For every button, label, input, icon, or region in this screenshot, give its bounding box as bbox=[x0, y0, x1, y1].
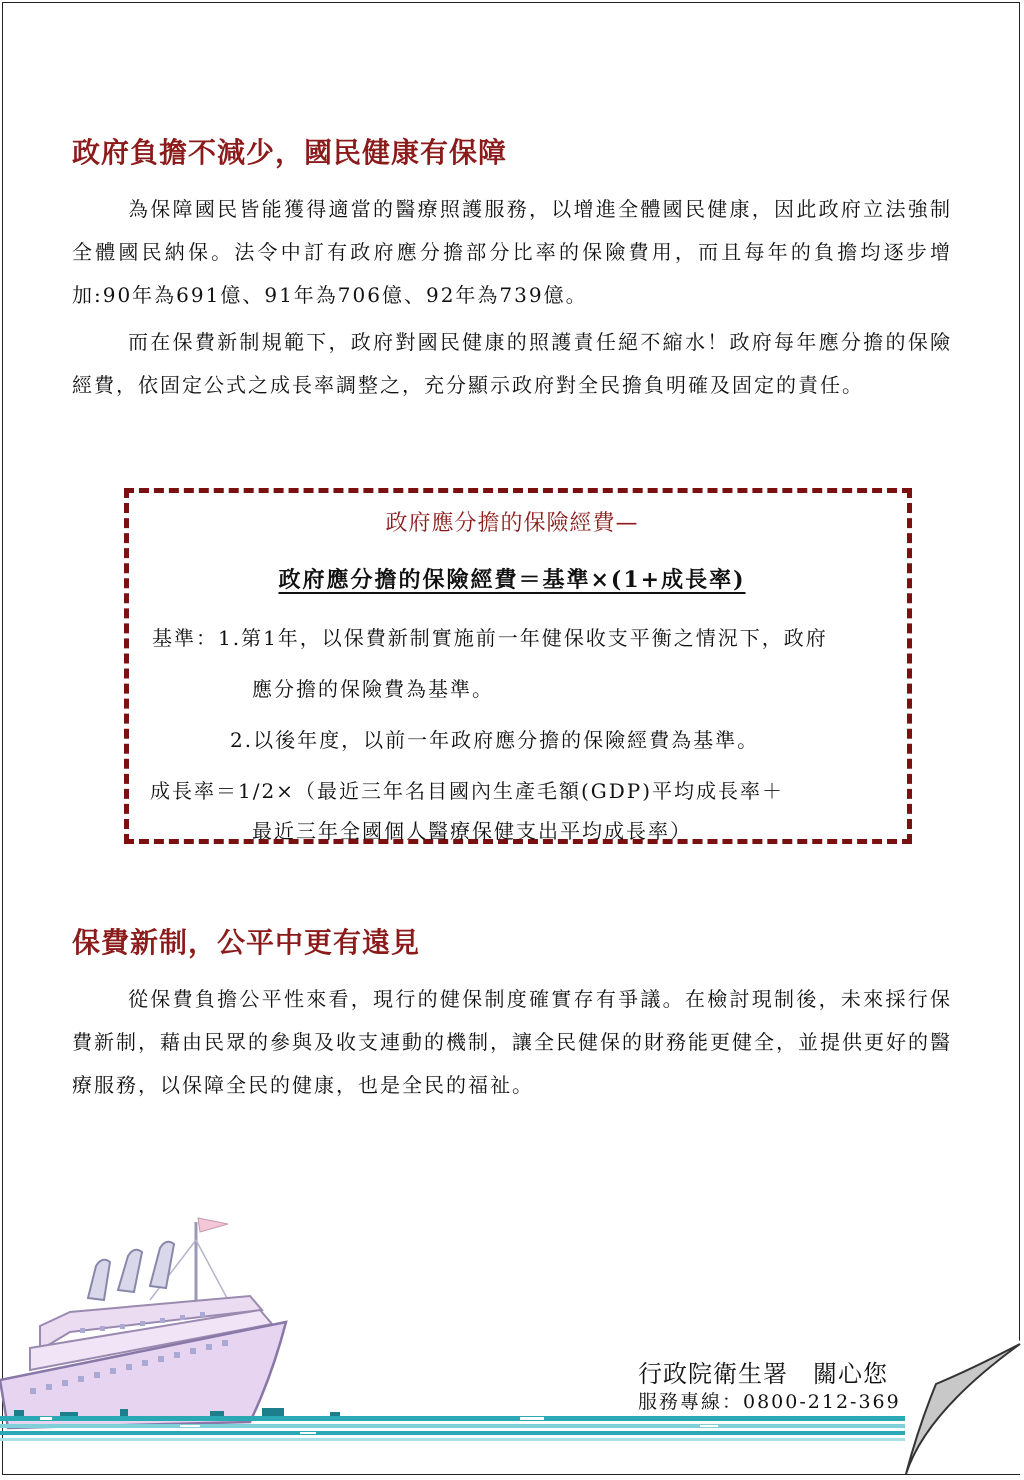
formula-text bbox=[0, 563, 1024, 594]
footer-hotline: 服務專線：0800-212-369 bbox=[638, 1391, 901, 1413]
section2-paragraph: 從保費負擔公平性來看，現行的健保制度確實存有爭議。在檢討現制後，未來採行保費新制，藉由民眾的參與及收支連動的機制，讓全民健保的財務能更健全，並提供更好的醫療服務，以保障全民的健康，也是全民的福祉。 bbox=[72, 987, 952, 1097]
ship-icon bbox=[0, 1200, 300, 1430]
basis-line-2: 2.以後年度，以前一年政府應分擔的保險經費為基準。 bbox=[230, 728, 760, 752]
footer-organization: 行政院衛生署 關心您 bbox=[638, 1360, 888, 1388]
section2-heading: 保費新制，公平中更有遠見 bbox=[72, 926, 421, 959]
growth-rate-line-2: 最近三年全國個人醫療保健支出平均成長率） bbox=[252, 819, 692, 843]
page-curl-icon bbox=[900, 1340, 1024, 1480]
section1-paragraph-2: 而在保費新制規範下，政府對國民健康的照護責任絕不縮水！政府每年應分擔的保險經費，依固定公式之成長率調整之，充分顯示政府對全民擔負明確及固定的責任。 bbox=[72, 330, 952, 397]
waves-icon bbox=[0, 1408, 910, 1444]
basis-line-1: 基準：1.第1年，以保費新制實施前一年健保收支平衡之情況下，政府 bbox=[152, 626, 828, 650]
formula-text-underlined: 政府應分擔的保險經費＝基準×(1+成長率) bbox=[278, 567, 746, 593]
formula-box-title: 政府應分擔的保險經費— bbox=[385, 511, 639, 536]
section1-heading: 政府負擔不減少，國民健康有保障 bbox=[72, 136, 508, 169]
basis-line-1-continued: 應分擔的保險費為基準。 bbox=[252, 677, 494, 701]
section1-paragraph-1: 為保障國民皆能獲得適當的醫療照護服務，以增進全體國民健康，因此政府立法強制全體國民納保。法令中訂有政府應分擔部分比率的保險費用，而且每年的負擔均逐步增加:90年為691億、91年為706億、92年為739億。 bbox=[72, 197, 952, 307]
growth-rate-line-1: 成長率＝1/2×（最近三年名目國內生產毛額(GDP)平均成長率＋ bbox=[150, 779, 785, 803]
